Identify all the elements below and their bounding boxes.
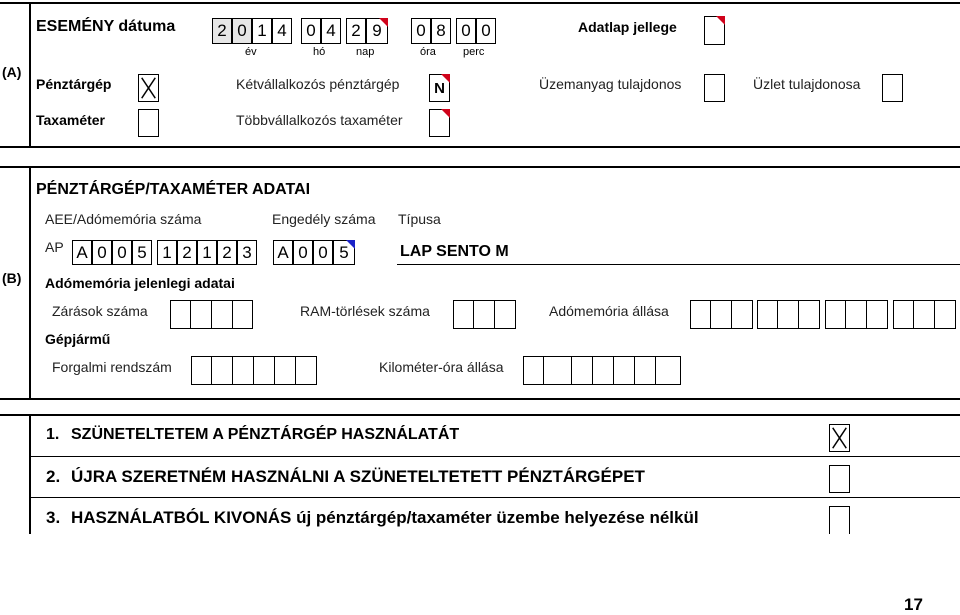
tipusa-label: Típusa	[398, 211, 441, 227]
adomemoria-allas-boxes-3[interactable]	[825, 300, 888, 329]
adatlap-jellege-box[interactable]	[704, 16, 725, 45]
adomemoria-allas-boxes-1[interactable]	[690, 300, 753, 329]
date-digit-5[interactable]: 0	[301, 18, 321, 44]
section-b-left-border	[29, 166, 31, 398]
aee-digit-9[interactable]: 3	[237, 240, 257, 265]
engedely-digit-4[interactable]: 5	[333, 240, 355, 265]
engedely-label: Engedély száma	[272, 211, 376, 227]
aee-label: AEE/Adómemória száma	[45, 211, 202, 227]
aee-digit-1[interactable]: A	[72, 240, 92, 265]
ram-torlesek-boxes[interactable]	[453, 300, 516, 329]
adomemoria-allas-label: Adómemória állása	[549, 303, 669, 319]
options-top-border	[0, 414, 960, 416]
penztargep-checkbox[interactable]	[138, 74, 159, 102]
time-digit-2[interactable]: 8	[431, 18, 451, 44]
sub-label-ora: óra	[420, 46, 436, 58]
engedely-digit-1[interactable]: A	[273, 240, 293, 265]
sub-label-ev: év	[245, 46, 257, 58]
date-digit-3[interactable]: 1	[252, 18, 272, 44]
aee-digit-3[interactable]: 0	[112, 240, 132, 265]
ketvallalkozos-value-box[interactable]: N	[429, 74, 450, 102]
taxameter-checkbox[interactable]	[138, 109, 159, 137]
section-a-left-border	[29, 2, 31, 146]
uzemanyag-tulajdonos-checkbox[interactable]	[704, 74, 725, 102]
gepjarmu-heading: Gépjármű	[45, 331, 111, 347]
page-number: 17	[904, 595, 923, 614]
option-1-text: SZÜNETELTETEM A PÉNZTÁRGÉP HASZNÁLATÁT	[71, 426, 460, 443]
forgalmi-rendszam-label: Forgalmi rendszám	[52, 359, 172, 375]
date-digit-1[interactable]: 2	[212, 18, 232, 44]
x-mark-icon	[830, 425, 849, 451]
option-3-number: 3.	[46, 508, 61, 527]
section-b-tag: (B)	[2, 270, 22, 286]
option-2-text: ÚJRA SZERETNÉM HASZNÁLNI A SZÜNETELTETETT PÉNZTÁRGÉPET	[71, 467, 645, 486]
taxameter-label: Taxaméter	[36, 112, 106, 128]
aee-digit-7[interactable]: 1	[197, 240, 217, 265]
time-digit-1[interactable]: 0	[411, 18, 431, 44]
option-1-checkbox[interactable]	[829, 424, 850, 452]
tobbvallalkozos-label: Többvállalkozós taxaméter	[236, 112, 403, 128]
option-3-text: HASZNÁLATBÓL KIVONÁS új pénztárgép/taxaméter üzembe helyezése nélkül	[71, 508, 699, 527]
time-digit-3[interactable]: 0	[456, 18, 476, 44]
aee-digit-2[interactable]: 0	[92, 240, 112, 265]
date-digit-6[interactable]: 4	[321, 18, 341, 44]
section-b-title: PÉNZTÁRGÉP/TAXAMÉTER ADATAI	[36, 181, 311, 198]
sub-label-perc: perc	[463, 46, 485, 58]
section-b-top-border	[0, 166, 960, 168]
top-border	[0, 2, 960, 4]
tipus-value[interactable]: LAP SENTO M	[400, 243, 509, 260]
ram-torlesek-label: RAM-törlések száma	[300, 303, 430, 319]
time-digit-4[interactable]: 0	[476, 18, 496, 44]
sub-label-nap: nap	[356, 46, 375, 58]
adomemoria-allas-boxes-2[interactable]	[757, 300, 820, 329]
uzlet-tulajdonosa-label: Üzlet tulajdonosa	[753, 76, 861, 92]
tipus-underline	[397, 264, 960, 265]
ketvallalkozos-label: Kétvállalkozós pénztárgép	[236, 76, 400, 92]
aee-digit-6[interactable]: 2	[177, 240, 197, 265]
zarasok-label: Zárások száma	[52, 303, 148, 319]
option-3-checkbox[interactable]	[829, 506, 850, 534]
zarasok-boxes[interactable]	[170, 300, 253, 329]
forgalmi-rendszam-boxes[interactable]	[191, 356, 317, 385]
adatlap-jellege-label: Adatlap jellege	[578, 19, 677, 35]
uzemanyag-tulajdonos-label: Üzemanyag tulajdonos	[539, 76, 682, 92]
date-digit-4[interactable]: 4	[272, 18, 292, 44]
adomemoria-allas-boxes-4[interactable]	[893, 300, 956, 329]
penztargep-label: Pénztárgép	[36, 76, 112, 92]
section-b-bottom-border	[0, 398, 960, 400]
options-left-border	[29, 414, 31, 534]
tobbvallalkozos-checkbox[interactable]	[429, 109, 450, 137]
uzlet-tulajdonosa-checkbox[interactable]	[882, 74, 903, 102]
kilometer-ora-boxes[interactable]	[523, 356, 681, 385]
option-2-checkbox[interactable]	[829, 465, 850, 493]
aee-digit-8[interactable]: 2	[217, 240, 237, 265]
aee-digit-5[interactable]: 1	[157, 240, 177, 265]
option-2-number: 2.	[46, 467, 61, 486]
ap-prefix: AP	[45, 239, 64, 255]
esemeny-datum-label: ESEMÉNY dátuma	[36, 18, 176, 35]
section-a-tag: (A)	[2, 64, 22, 80]
sub-label-ho: hó	[313, 46, 326, 58]
date-digit-2[interactable]: 0	[232, 18, 252, 44]
adomemoria-heading: Adómemória jelenlegi adatai	[45, 275, 235, 291]
kilometer-ora-label: Kilométer-óra állása	[379, 359, 504, 375]
date-digit-8[interactable]: 9	[366, 18, 388, 44]
section-a-bottom-border	[0, 146, 960, 148]
option-1-number: 1.	[46, 426, 60, 443]
date-digit-7[interactable]: 2	[346, 18, 366, 44]
aee-digit-4[interactable]: 5	[132, 240, 152, 265]
engedely-digit-3[interactable]: 0	[313, 240, 333, 265]
option-divider-1	[30, 456, 960, 457]
x-mark-icon	[139, 75, 158, 101]
engedely-digit-2[interactable]: 0	[293, 240, 313, 265]
option-divider-2	[30, 497, 960, 498]
